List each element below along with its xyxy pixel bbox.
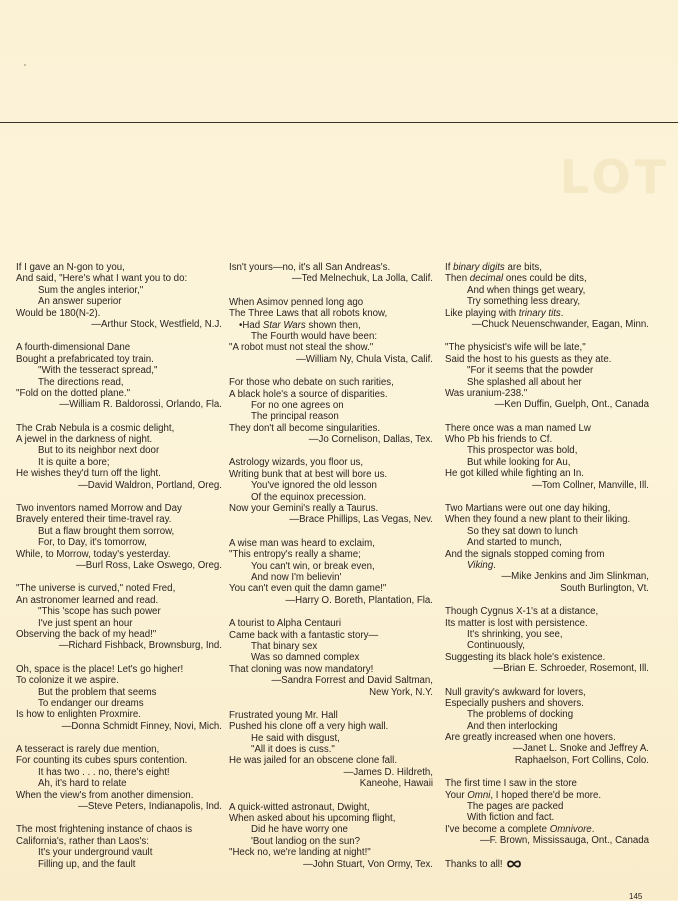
verse-line: 'Bout landiog on the sun? [251, 835, 361, 847]
verse-line: Its matter is lost with persistence. [445, 617, 588, 629]
verse-line: "This 'scope has such power [38, 606, 161, 618]
verse-line: While, to Morrow, today's yesterday. [16, 548, 171, 560]
verse-line: Of the equinox precession. [251, 491, 367, 503]
verse-line: You can't win, or break even, [251, 560, 375, 572]
limerick [445, 262, 649, 330]
verse-line: Would be 180(N-2). [16, 307, 101, 319]
verse-line: Viking. [467, 559, 496, 571]
verse-line: For no one agrees on [251, 399, 344, 411]
verse-line: Frustrated young Mr. Hall [229, 709, 338, 721]
verse-line: For, to Day, it's tomorrow, [38, 537, 147, 549]
attribution-line: —Mike Jenkins and Jim Slinkman, [501, 571, 649, 583]
verse-line: If binary digits are bits, [445, 262, 542, 273]
verse-line: Are greatly increased when one hovers. [445, 732, 616, 744]
attribution-line: —F. Brown, Mississauga, Ont., Canada [479, 835, 649, 847]
limerick [16, 503, 222, 571]
verse-line: The Three Laws that all robots know, [229, 308, 388, 320]
verse-line: Try something less dreary, [467, 296, 581, 308]
verse-line: An answer superior [38, 296, 122, 308]
limerick-column-1 [16, 262, 222, 882]
attribution-line: South Burlington, Vt. [560, 582, 649, 594]
attribution-line: —Arthur Stock, Westfield, N.J. [91, 318, 222, 330]
verse-line: A jewel in the darkness of night. [16, 434, 153, 446]
verse-line: It's your underground vault [38, 847, 153, 859]
attribution-line: —James D. Hildreth, [343, 766, 433, 778]
attribution-line: —Sandra Forrest and David Saltman, [271, 675, 433, 687]
limerick [16, 824, 222, 870]
verse-line: Writing bunk that at best will bore us. [229, 468, 388, 480]
verse-line: The Fourth would have been: [251, 330, 378, 342]
verse-line: The first time I saw in the store [445, 778, 577, 790]
verse-line: Then decimal ones could be dits, [445, 273, 587, 285]
limerick [229, 457, 433, 525]
verse-line: It's shrinking, you see, [467, 628, 563, 640]
verse-line: Pushed his clone off a very high wall. [229, 721, 389, 733]
verse-line: This prospector was bold, [467, 445, 578, 457]
attribution-line: —Brian E. Schroeder, Rosemont, Ill. [493, 663, 649, 675]
attribution-line: —John Stuart, Von Ormy, Tex. [303, 858, 433, 870]
ghost-heading: LOT [559, 150, 670, 204]
limerick [229, 618, 433, 698]
verse-line: Ah, it's hard to relate [38, 778, 127, 790]
limerick [445, 606, 649, 674]
verse-line: And started to munch, [467, 537, 562, 549]
verse-line: Isn't yours—no, it's all San Andreas's. [229, 262, 391, 273]
verse-line: And when things get weary, [467, 284, 586, 296]
verse-line: •Had Star Wars shown then, [239, 319, 361, 331]
verse-line: He wishes they'd turn off the light. [16, 468, 161, 480]
verse-line: A tesseract is rarely due mention, [16, 744, 160, 756]
limerick [445, 423, 649, 491]
attribution-line: —Harry O. Boreth, Plantation, Fla. [285, 594, 433, 606]
attribution-line: Raphaelson, Fort Collins, Colo. [514, 754, 649, 766]
verse-line: California's, rather than Laos's: [16, 835, 149, 847]
verse-line: And the signals stopped coming from [445, 548, 605, 560]
verse-line: A fourth-dimensional Dane [16, 342, 131, 354]
attribution-line: Kaneohe, Hawaii [359, 778, 433, 790]
attribution-line: —Burl Ross, Lake Oswego, Oreg. [76, 559, 222, 571]
attribution-line: —Ken Duffin, Guelph, Ont., Canada [494, 399, 649, 411]
verse-line: Now your Gemini's really a Taurus. [229, 503, 379, 515]
attribution-line: —David Waldron, Portland, Oreg. [78, 479, 222, 491]
limerick [445, 778, 649, 846]
verse-line: With fiction and fact. [467, 812, 555, 824]
verse-line: Suggesting its black hole's existence. [445, 651, 606, 663]
verse-line: Continuously, [467, 640, 525, 652]
limerick [16, 664, 222, 732]
omni-logo-icon [507, 860, 521, 868]
speck-mark [24, 64, 26, 66]
limerick [16, 423, 222, 491]
verse-line: Two Martians were out one day hiking, [445, 503, 611, 515]
verse-line: It has two . . . no, there's eight! [38, 766, 170, 778]
verse-line: When the view's from another dimension. [16, 789, 194, 801]
limerick [229, 710, 433, 790]
verse-line: Who Pb his friends to Cf. [445, 434, 553, 446]
attribution-line: —William Ny, Chula Vista, Calif. [296, 353, 433, 365]
verse-line: Said the host to his guests as they ate. [445, 353, 612, 365]
attribution-line: —Ted Melnechuk, La Jolla, Calif. [291, 273, 433, 285]
verse-line: The principal reason [251, 411, 339, 423]
verse-line: "With the tesseract spread," [38, 365, 158, 377]
verse-line: Was so damned complex [251, 652, 360, 664]
verse-line: "All it does is cuss." [251, 744, 335, 756]
verse-line: Oh, space is the place! Let's go higher! [16, 663, 184, 675]
verse-line: That binary sex [251, 640, 318, 652]
verse-line: And now I'm believin' [251, 571, 342, 583]
verse-line: So they sat down to lunch [467, 525, 578, 537]
attribution-line: —Steve Peters, Indianapolis, Ind. [78, 801, 222, 813]
verse-line: He was jailed for an obscene clone fall. [229, 755, 398, 767]
verse-line: When asked about his upcoming flight, [229, 813, 396, 825]
verse-line: "Heck no, we're landing at night!" [229, 847, 371, 859]
verse-line: Two inventors named Morrow and Day [16, 503, 182, 515]
verse-line: They don't all become singularities. [229, 422, 381, 434]
attribution-line: —Jo Cornelison, Dallas, Tex. [308, 434, 433, 446]
verse-line: "Fold on the dotted plane." [16, 387, 131, 399]
verse-line: It is quite a bore; [38, 456, 110, 468]
verse-line: The most frightening instance of chaos is [16, 824, 193, 836]
verse-line: Null gravity's awkward for lovers, [445, 686, 586, 698]
verse-line: Sum the angles interior," [38, 284, 144, 296]
verse-line: The problems of docking [467, 709, 574, 721]
attribution-line: —William R. Baldorossi, Orlando, Fla. [59, 399, 222, 411]
verse-line: Thanks to all! [445, 859, 649, 870]
verse-line: The directions read, [38, 376, 124, 388]
page-number: 145 [629, 892, 643, 901]
verse-line: But while looking for Au, [467, 456, 571, 468]
verse-line: Astrology wizards, you floor us, [229, 457, 364, 469]
attribution-line: New York, N.Y. [369, 686, 433, 698]
attribution-line: —Donna Schmidt Finney, Novi, Mich. [61, 720, 222, 732]
verse-line: "The universe is curved," noted Fred, [16, 583, 176, 595]
verse-line: Filling up, and the fault [38, 858, 136, 870]
verse-line: "A robot must not steal the show." [229, 342, 374, 354]
verse-line: If I gave an N-gon to you, [16, 262, 125, 273]
attribution-line: —Tom Collner, Manville, Ill. [532, 479, 649, 491]
verse-line: For counting its cubes spurs contention. [16, 755, 188, 767]
verse-line: That cloning was now mandatory! [229, 663, 374, 675]
attribution-line: —Richard Fishback, Brownsburg, Ind. [58, 640, 222, 652]
limerick [16, 583, 222, 651]
limerick [229, 377, 433, 445]
verse-line: A tourist to Alpha Centauri [229, 618, 342, 630]
limerick-column-2 [229, 262, 433, 882]
limerick [16, 262, 222, 330]
verse-line: But the problem that seems [38, 686, 157, 698]
verse-line: He said with disgust, [251, 732, 340, 744]
attribution-line: —Janet L. Snoke and Jeffrey A. [512, 743, 649, 755]
verse-line: Came back with a fantastic story— [229, 629, 379, 641]
verse-line: She splashed all about her [467, 376, 582, 388]
verse-line: Like playing with trinary tits. [445, 307, 564, 319]
verse-line: To colonize it we aspire. [16, 675, 119, 687]
limerick [229, 802, 433, 870]
verse-line: "This entropy's really a shame; [229, 549, 361, 561]
verse-line: You can't even quit the damn game!" [229, 583, 387, 595]
limerick [16, 744, 222, 812]
limerick [229, 538, 433, 606]
verse-line: When they found a new plant to their liking. [445, 514, 631, 526]
verse-line: Bought a prefabricated toy train. [16, 353, 154, 365]
attribution-line: —Chuck Neuenschwander, Eagan, Minn. [471, 318, 649, 330]
verse-line: Bravely entered their time-travel ray. [16, 514, 172, 526]
verse-line: Especially pushers and shovers. [445, 697, 584, 709]
verse-line: "The physicist's wife will be late," [445, 342, 586, 354]
limerick [229, 262, 433, 285]
verse-line: A quick-witted astronaut, Dwight, [229, 801, 370, 813]
limerick [445, 503, 649, 594]
verse-line: A wise man was heard to exclaim, [229, 537, 375, 549]
limerick [445, 342, 649, 410]
verse-line: "For it seems that the powder [467, 365, 594, 377]
limerick [445, 687, 649, 767]
verse-line: Was uranium-238." [445, 387, 528, 399]
header-rule [0, 122, 678, 123]
verse-line: There once was a man named Lw [445, 422, 591, 434]
verse-line: And then interlocking [467, 720, 558, 732]
verse-line: For those who debate on such rarities, [229, 377, 394, 389]
limerick [229, 297, 433, 365]
verse-line: I've just spent an hour [38, 617, 133, 629]
verse-line: Did he have worry one [251, 824, 348, 836]
verse-line: Is how to enlighten Proxmire. [16, 709, 141, 721]
verse-line: Your Omni, I hoped there'd be more. [445, 789, 602, 801]
verse-line: And said, "Here's what I want you to do: [16, 273, 188, 285]
verse-line: But to its neighbor next door [38, 445, 160, 457]
verse-line: The Crab Nebula is a cosmic delight, [16, 422, 175, 434]
verse-line: Though Cygnus X-1's at a distance, [445, 606, 599, 618]
verse-line: To endanger our dreams [38, 697, 144, 709]
verse-line: An astronomer learned and read. [16, 594, 159, 606]
limerick-column-3 [445, 262, 649, 882]
verse-line: But a flaw brought them sorrow, [38, 525, 175, 537]
verse-line: A black hole's a source of disparities. [229, 388, 388, 400]
verse-line: He got killed while fighting an In. [445, 468, 584, 480]
attribution-line: —Brace Phillips, Las Vegas, Nev. [289, 514, 433, 526]
verse-line: I've become a complete Omnivore. [445, 823, 595, 835]
verse-line: The pages are packed [467, 801, 564, 813]
verse-line: You've ignored the old lesson [251, 480, 377, 492]
verse-line: Observing the back of my head!" [16, 628, 157, 640]
limerick [16, 342, 222, 410]
limerick [445, 859, 649, 870]
verse-line: When Asimov penned long ago [229, 296, 364, 308]
